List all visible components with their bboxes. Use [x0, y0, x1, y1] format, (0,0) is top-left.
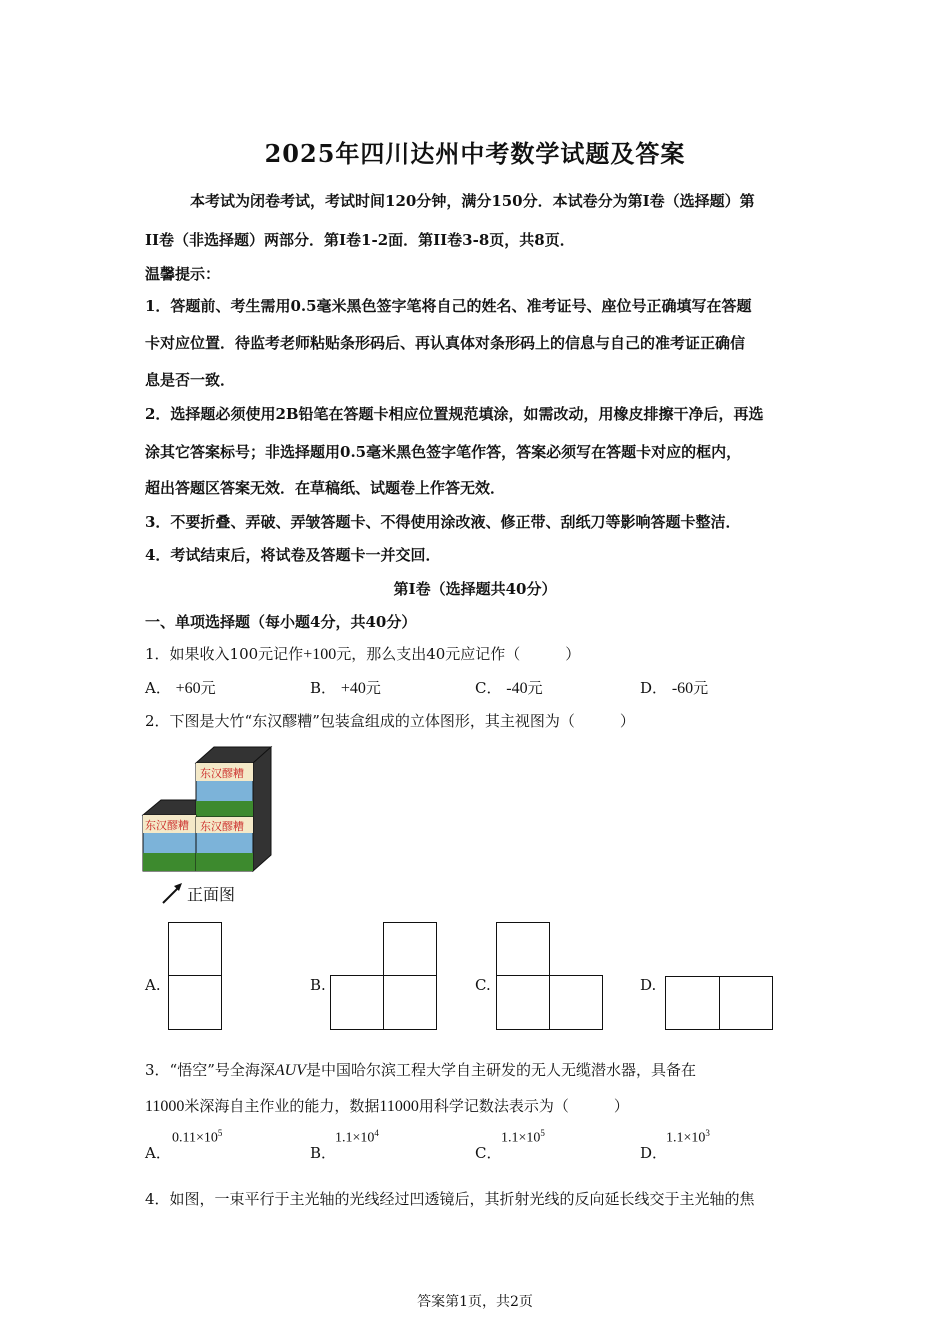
page-footer: 答案第1页，共2页 — [417, 1294, 533, 1310]
package-box-figure — [140, 745, 275, 875]
tip-2-line-1: 2．选择题必须使用2B铅笔在答题卡相应位置规范填涂，如需改动，用橡皮排擦干净后，再选 — [145, 405, 764, 423]
q3-option-a-value: $0.11\times 10^5$ — [172, 1128, 223, 1146]
square — [330, 975, 384, 1030]
q2-option-d-figure — [665, 976, 773, 1030]
box-lower-left — [143, 815, 196, 871]
square — [383, 922, 437, 976]
square — [168, 975, 222, 1030]
q1-option-c: C． -40元 — [475, 679, 543, 697]
intro-line-2: II卷（非选择题）两部分．第Ⅰ卷1-2面．第II卷3-8页，共8页． — [145, 231, 575, 249]
q3-option-c-value: $1.1\times 10^5$ — [501, 1128, 545, 1146]
q1-option-a: A． +60元 — [145, 679, 216, 697]
square — [549, 975, 603, 1030]
front-view-label: 正面图 — [187, 885, 236, 904]
question-4: 4．如图，一束平行于主光轴的光线经过凹透镜后，其折射光线的反向延长线交于主光轴的焦 — [145, 1190, 755, 1208]
square — [496, 975, 550, 1030]
box-label: 东汉醪糟 — [145, 819, 189, 832]
question-3-line-1: 3．“悟空”号全海深AUV是中国哈尔滨工程大学自主研发的无人无缆潜水器，具备在 — [145, 1061, 697, 1079]
square — [168, 922, 222, 976]
tip-1-line-3: 息是否一致． — [145, 371, 236, 389]
q2-option-b-label: B. — [310, 976, 326, 994]
arrow-icon — [160, 880, 186, 906]
q3-option-a-label: A． — [145, 1144, 171, 1162]
tip-3: 3．不要折叠、弄破、弄皱答题卡、不得使用涂改液、修正带、刮纸刀等影响答题卡整洁． — [145, 513, 741, 531]
q3-option-b-value: $1.1\times 10^4$ — [335, 1128, 379, 1146]
question-1: 1．如果收入100元记作+100元，那么支出40元应记作（ ） — [145, 645, 581, 663]
tip-2-line-2: 涂其它答案标号；非选择题用0.5毫米黑色签字笔作答，答案必须写在答题卡对应的框内， — [145, 443, 742, 461]
q3-option-b-label: B． — [310, 1144, 337, 1162]
box-upper — [196, 763, 253, 817]
q2-option-d-label: D. — [640, 976, 657, 994]
q3-option-d-value: $1.1\times 10^3$ — [666, 1128, 710, 1146]
question-3-line-2: 11000米深海自主作业的能力，数据11000用科学记数法表示为（ ） — [145, 1097, 629, 1115]
q2-option-a-label: A. — [145, 976, 161, 994]
box-lower-right — [196, 817, 253, 871]
tip-1-line-1: 1．答题前、考生需用0.5毫米黑色签字笔将自己的姓名、准考证号、座位号正确填写在答题 — [145, 297, 752, 315]
q2-option-c-label: C. — [475, 976, 491, 994]
square — [665, 976, 720, 1030]
box-label: 东汉醪糟 — [200, 767, 244, 780]
tip-4: 4．考试结束后，将试卷及答题卡一并交回． — [145, 546, 441, 564]
part-heading: 一、单项选择题（每小题4分，共40分） — [145, 613, 417, 631]
box-label: 东汉醪糟 — [200, 820, 244, 833]
square — [496, 922, 550, 976]
intro-line-1: 本考试为闭卷考试，考试时间120分钟，满分150分．本试卷分为第Ⅰ卷（选择题）第 — [190, 192, 755, 210]
section-title: 第Ⅰ卷（选择题共40分） — [393, 580, 557, 598]
q1-option-d: D． -60元 — [640, 679, 709, 697]
square — [383, 975, 437, 1030]
page-title: 2025年四川达州中考数学试题及答案 — [264, 139, 686, 168]
q2-option-c-figure — [496, 922, 603, 1030]
square — [719, 976, 773, 1030]
tips-heading: 温馨提示： — [145, 265, 221, 283]
question-2: 2．下图是大竹“东汉醪糟”包装盒组成的立体图形，其主视图为（ ） — [145, 712, 635, 730]
tip-1-line-2: 卡对应位置．待监考老师粘贴条形码后、再认真体对条形码上的信息与自己的准考证正确信 — [145, 334, 746, 352]
q2-option-a-figure — [168, 922, 222, 1030]
q3-option-d-label: D． — [640, 1144, 668, 1162]
q1-option-b: B． +40元 — [310, 679, 381, 697]
q2-option-b-figure — [330, 922, 437, 1030]
q3-option-c-label: C． — [475, 1144, 502, 1162]
tip-2-line-3: 超出答题区答案无效．在草稿纸、试题卷上作答无效． — [145, 479, 506, 497]
